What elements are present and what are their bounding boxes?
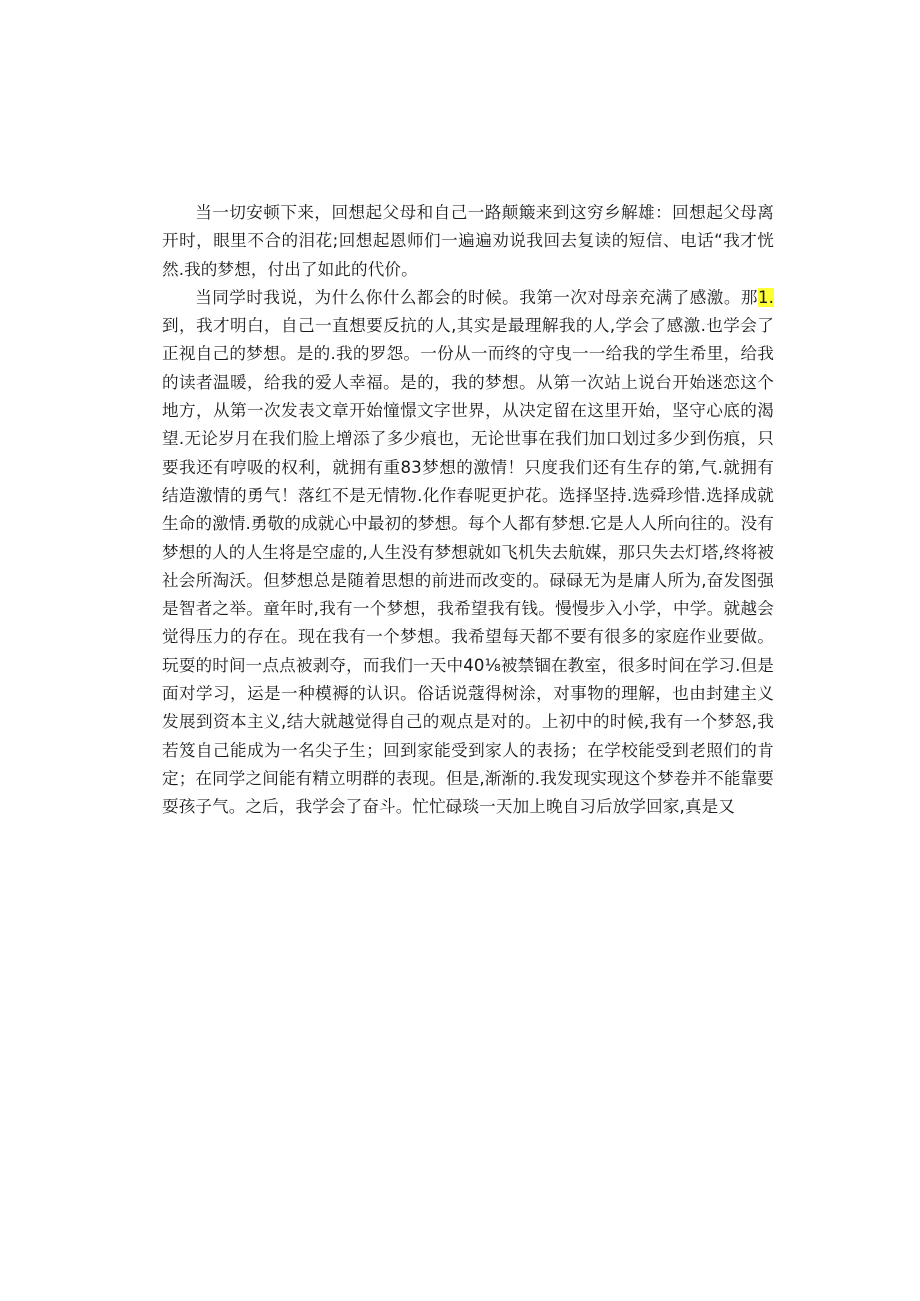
paragraph-1: 当一切安顿下来，回想起父母和自己一路颠簸来到这穷乡解雄：回想起父母离开时，眼里不合的泪花;回想起恩师们一遍遍劝说我回去复读的短信、电话“我才恍然.我的梦想，付出了如此的代价。 xyxy=(162,203,774,279)
paragraph-2-text-rest: 到，我才明白，自己一直想要反抗的人,其实是最理解我的人,学会了感激.也学会了正视自己的梦想。是的.我的罗怨。一份从一而终的守曳一一给我的学生希里，给我的读者温暖，给我的爱人幸福。是的，我的梦想。从第一次站上说台开始迷恋这个地方，从第一次发表文章开始憧憬文字世界，从决定留在这里开始，坚守心底的渴望.无论岁月在我们脸上增添了多少痕也，无论世事在我们加口划过多少到伤痕，只要我还有哼吸的权利，就拥有重83梦想的激情！只度我们还有生存的第,气.就拥有结造激情的勇气！落红不是无情物.化作春呢更护花。选择坚持.选舜珍惜.选择成就生命的激情.勇敬的成就心中最初的梦想。每个人都有梦想.它是人人所向往的。没有梦想的人的人生将是空虚的,人生没有梦想就如飞机失去航媒，那只失去灯塔,终将被社会所淘沃。但梦想总是随着思想的前进而改变的。碌碌无为是庸人所为,奋发图强是智者之举。童年时,我有一个梦想，我希望我有钱。慢慢步入小学，中学。就越会觉得压力的存在。现在我有一个梦想。我希望每天都不要有很多的家庭作业要做。玩耍的时间一点点被剥夺，而我们一天中40⅛被禁锢在教室，很多时间在学习.但是面对学习，运是一种模褥的认识。俗话说蔻得树涂，对事物的理解，也由封建主义发展到资本主义,结大就越觉得自己的观点是对的。上初中的时候,我有一个梦怒,我若笈自己能成为一名尖子生；回到家能受到家人的表扬；在学校能受到老照们的肯定；在同学之间能有精立明群的表现。但是,渐渐的.我发现实现这个梦卷并不能靠要耍孩子气。之后，我学会了奋斗。忙忙碌琰一天加上晚自习后放学回家,真是又 xyxy=(162,316,774,817)
highlighted-text: 1. xyxy=(757,287,774,307)
document-body xyxy=(162,199,774,822)
paragraph-2-text-start: 当同学时我说，为什么你什么都会的时候。我第一次对母亲充满了感激。那 xyxy=(195,287,758,307)
paragraph-2 xyxy=(162,284,774,822)
